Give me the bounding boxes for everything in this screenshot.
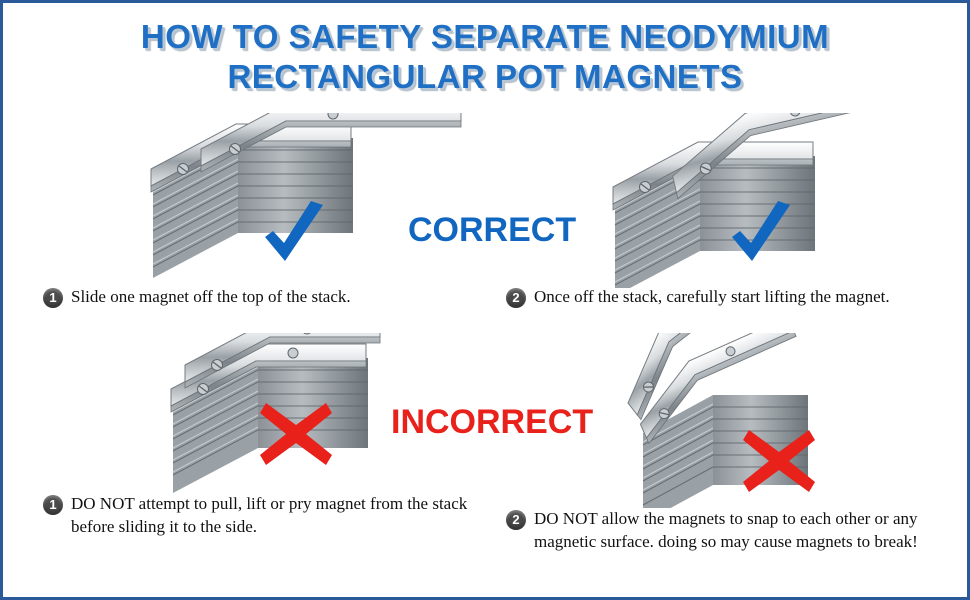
magnet-stack-snap-together-illustration <box>623 333 953 508</box>
step-badge-1: 1 <box>43 288 63 308</box>
step-text-3: DO NOT attempt to pull, lift or pry magnet from the stack before sliding it to the side. <box>71 494 468 536</box>
step-caption-1 <box>43 286 483 309</box>
step-badge-4: 2 <box>506 510 526 530</box>
title-line-2: RECTANGULAR POT MAGNETS <box>227 58 743 96</box>
step-text-2: Once off the stack, carefully start lifting the magnet. <box>534 287 890 306</box>
step-caption-4 <box>506 508 956 554</box>
verdict-correct-label: CORRECT <box>408 211 577 249</box>
step-badge-3: 1 <box>43 495 63 515</box>
step-badge-2: 2 <box>506 288 526 308</box>
verdict-incorrect-label: INCORRECT <box>391 403 594 441</box>
page-title <box>3 17 967 98</box>
title-line-1: HOW TO SAFETY SEPARATE NEODYMIUM <box>140 18 830 55</box>
step-text-4: DO NOT allow the magnets to snap to each other or any magnetic surface. doing so may cause magnets to break! <box>534 509 918 551</box>
step-caption-3 <box>43 493 493 539</box>
step-text-1: Slide one magnet off the top of the stack. <box>71 287 351 306</box>
magnet-stack-lift-off-illustration <box>603 113 933 283</box>
step-caption-2 <box>506 286 946 309</box>
magnet-stack-slide-off-illustration <box>143 113 473 283</box>
